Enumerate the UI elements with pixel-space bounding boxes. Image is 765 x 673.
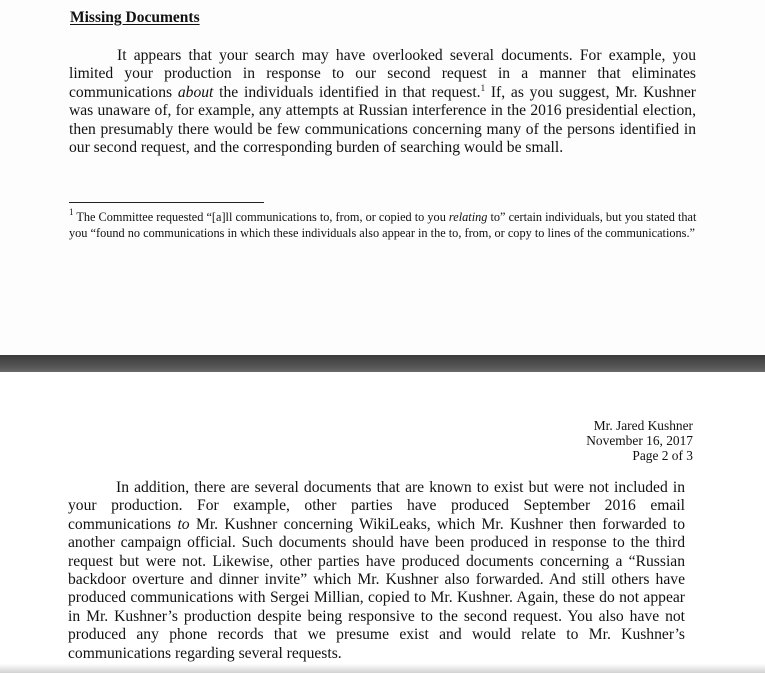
page-header-block — [520, 418, 693, 464]
section-heading: Missing Documents — [70, 9, 200, 26]
footnote — [69, 207, 699, 241]
emphasis-text: about — [177, 83, 214, 101]
body-paragraph — [68, 479, 685, 663]
text-run: The Committee requested “[a]ll communications to, from, or copied to you — [73, 210, 449, 224]
letter-date: November 16, 2017 — [586, 433, 693, 449]
recipient-name: Mr. Jared Kushner — [593, 418, 693, 433]
page-divider — [0, 355, 765, 372]
text-run: In addition, there are several documents that are known to exist but were not included in your production. For example, other parties have produced September 2016 email communications — [68, 479, 685, 533]
page-bottom-edge — [0, 664, 765, 673]
footnote-marker: 1 — [480, 82, 486, 93]
emphasis-text: to — [177, 515, 190, 533]
footnote-marker: 1 — [69, 207, 74, 217]
text-run: If, as you suggest, Mr. Kushner was unaware of, for example, any attempts at Russian interference in the 2016 presidential election, then presumably there would be few communications concerning many of the persons identified in our second request, and the corresponding burden of searching would be small. — [69, 83, 696, 157]
text-run: Mr. Kushner concerning WikiLeaks, which Mr. Kushner then forwarded to another campaign official. Such documents should have been produced in response to the third request but were not. Likewise, other parties have produced documents concerning a “Russian backdoor overture and dinner invite” which Mr. Kushner also forwarded. And still others have produced communications with Sergei Millian, copied to Mr. Kushner. Again, these do not appear in Mr. Kushner’s production despite being responsive to the second request. You also have not produced any phone records that we presume exist and would relate to Mr. Kushner’s communications regarding several requests. — [68, 515, 685, 662]
text-run: to” certain individuals, but you stated that you “found no communications in which these individuals also appear in the to, from, or copy to lines of the communications.” — [69, 210, 697, 240]
body-paragraph — [69, 47, 696, 157]
emphasis-text: relating — [448, 210, 488, 224]
footnote-rule — [69, 202, 264, 203]
text-run: the individuals identified in that request. — [213, 83, 481, 101]
page-number: Page 2 of 3 — [632, 448, 693, 464]
text-run: It appears that your search may have overlooked several documents. For example, you limited your production in response to our second request in a manner that eliminates communications — [69, 47, 696, 101]
